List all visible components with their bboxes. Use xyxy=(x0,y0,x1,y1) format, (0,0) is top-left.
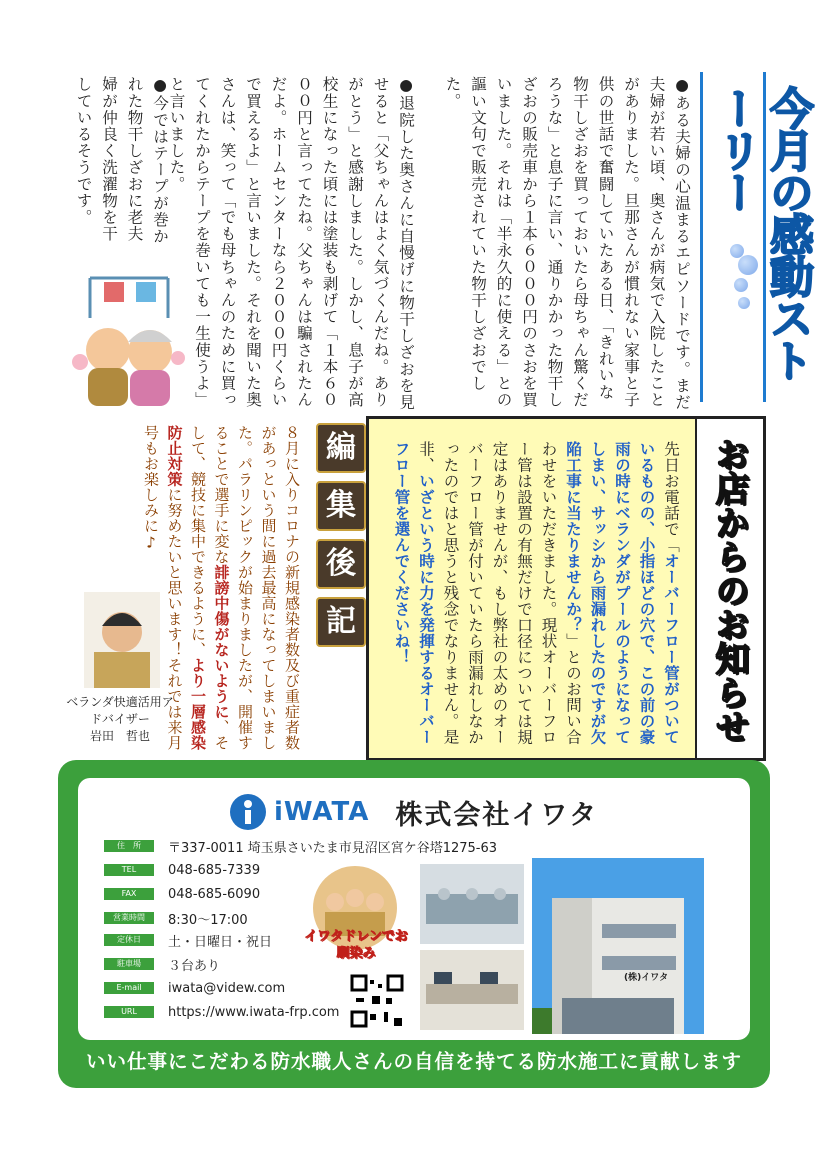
elderly-couple-illustration xyxy=(70,258,188,408)
editor-text-part: 、そして、競技に集中できるように、 xyxy=(189,425,231,751)
company-footer xyxy=(58,760,770,1088)
bubble-icon xyxy=(738,255,758,275)
company-info-row xyxy=(104,978,285,998)
staff-badge-caption: イワタドレンでお馴染み xyxy=(304,929,408,961)
company-info-row xyxy=(104,836,497,856)
company-info-label: 定休日 xyxy=(104,934,154,946)
notice-body xyxy=(389,441,683,751)
company-info-panel xyxy=(78,778,750,1040)
advisor-name: 岩田 哲也 xyxy=(89,729,150,743)
company-info-row xyxy=(104,930,272,950)
company-info-row xyxy=(104,954,220,974)
notice-text: 」とのお問い合わせをいただきました。現状オーバーフロー管は設置の有無だけで口径については規定はありませんが、もし弊社の太めのオーバーフロー管が付いていたら雨漏れしなかったのではと思うと残念でなりません。是非、 xyxy=(417,441,582,745)
notice-highlight: いざという時に力を発揮するオーバーフロー管を選んでくださいね！ xyxy=(392,441,435,745)
company-info-label: URL xyxy=(104,1006,154,1018)
company-info-value: 〒337-0011 埼玉県さいたま市見沼区宮ケ谷塔1275-63 xyxy=(168,840,498,856)
editor-title-char: 記 xyxy=(316,597,366,647)
company-info-value[interactable]: https://www.iwata-frp.com xyxy=(168,1004,340,1020)
story-title: 今月の感動ストーリー xyxy=(710,86,813,380)
advisor-caption xyxy=(62,694,178,745)
notice-highlight: オーバーフロー管がついているものの、小指ほどの穴で、この前の豪雨の時にベランダがプールのようになってしまい、サッシから雨漏れしたのですが欠陥工事に当たりませんか？ xyxy=(564,441,680,745)
story-paragraph-1-area xyxy=(428,76,694,416)
company-info-label: 住 所 xyxy=(104,840,154,852)
editor-title-char: 後 xyxy=(316,539,366,589)
company-slogan: いい仕事にこだわる防水職人さんの自信を持てる防水施工に貢献します xyxy=(85,1050,742,1073)
story-paragraph: ●ある夫婦の心温まるエピソードです。まだ夫婦が若い頃、奥さんが病気で入院したことがありました。旦那さんが慣れない家事と子供の世話で奮闘していたある日、「きれいな物干しざおを買っておいたら母ちゃん驚くだろうな」と息子に言い、通りかかった物干しざおの販売車から１本６０００円のさおを買いました。それは「半永久的に使える」との謳い文句で販売されていた物干しざおでした。 xyxy=(443,76,691,411)
iwata-logo-icon xyxy=(228,792,268,832)
notice-text: 先日お電話で「 xyxy=(662,441,680,553)
company-info-row xyxy=(104,908,248,928)
company-info-label: 駐車場 xyxy=(104,958,154,970)
company-info-label: 営業時間 xyxy=(104,912,154,924)
editor-title xyxy=(316,423,366,655)
editor-bold-part: より一層感染防止対策 xyxy=(165,425,207,751)
company-info-value: 土・日曜日・祝日 xyxy=(168,934,273,950)
office-photo xyxy=(420,950,524,1030)
editor-text-part: ８月に入りコロナの新規感染者数及び重症者数があっという間に過去最高になってしまいました。パラリンピックが始まりましたが、開催することで選手に変な xyxy=(212,425,301,751)
editor-bold-part: 誹謗中傷がないように xyxy=(212,564,231,720)
story-paragraph: ●退院した奥さんに自慢げに物干しざおを見せると「父ちゃんはよく気づくんだね。ありがとう」と感謝しました。しかし、息子が高校生になった頃には塗装も剥げて「１本６０００円と言ってたね。父ちゃんは騙されたんだよ。ホームセンターなら２０００円くらいで買えるよ」と言いました。それを聞いた奥さんは、笑って「でも母ちゃんのために買ってくれたからテープを巻いても一生使うよ」と言いました。 xyxy=(167,76,415,411)
company-name: 株式会社イワタ xyxy=(395,799,599,831)
company-info-label: FAX xyxy=(104,888,154,900)
qr-code-icon xyxy=(350,974,404,1028)
warehouse-photo xyxy=(420,864,524,944)
company-info-value: 048-685-7339 xyxy=(168,862,261,878)
story-paragraph-3-area xyxy=(74,76,172,256)
company-info-label: TEL xyxy=(104,864,154,876)
company-info-value[interactable]: iwata@videw.com xyxy=(168,980,286,996)
brand-name: iWATA xyxy=(274,797,370,827)
editor-text-part: に努めたいと思います！それでは来月号もお楽しみに♪ xyxy=(142,425,184,751)
editor-title-char: 編 xyxy=(316,423,366,473)
story-paragraph: ●今ではテープが巻かれた物干しざおに老夫婦が仲良く洗濯物を干しているそうです。 xyxy=(74,76,169,245)
story-paragraph-2-area xyxy=(167,76,418,416)
company-info-row xyxy=(104,1002,339,1022)
notice-box xyxy=(366,416,766,761)
bubble-icon xyxy=(738,297,750,309)
notice-title: お店からのお知らせ xyxy=(709,437,749,743)
notice-title-area xyxy=(695,419,763,758)
company-info-value: 8:30～17:00 xyxy=(168,912,248,928)
company-logo xyxy=(228,792,598,832)
advisor-role: ベランダ快適活用アドバイザー xyxy=(66,695,174,726)
story-title-box xyxy=(700,72,813,402)
bubble-icon xyxy=(734,278,748,292)
company-info-label: E-mail xyxy=(104,982,154,994)
editor-title-char: 集 xyxy=(316,481,366,531)
company-info-row xyxy=(104,860,260,880)
company-building-photo xyxy=(532,858,704,1034)
company-info-row xyxy=(104,884,260,904)
company-info-value: 048-685-6090 xyxy=(168,886,261,902)
advisor-photo xyxy=(84,592,160,688)
building-sign: (株)イワタ xyxy=(624,973,669,983)
company-info-value: ３台あり xyxy=(168,958,221,974)
